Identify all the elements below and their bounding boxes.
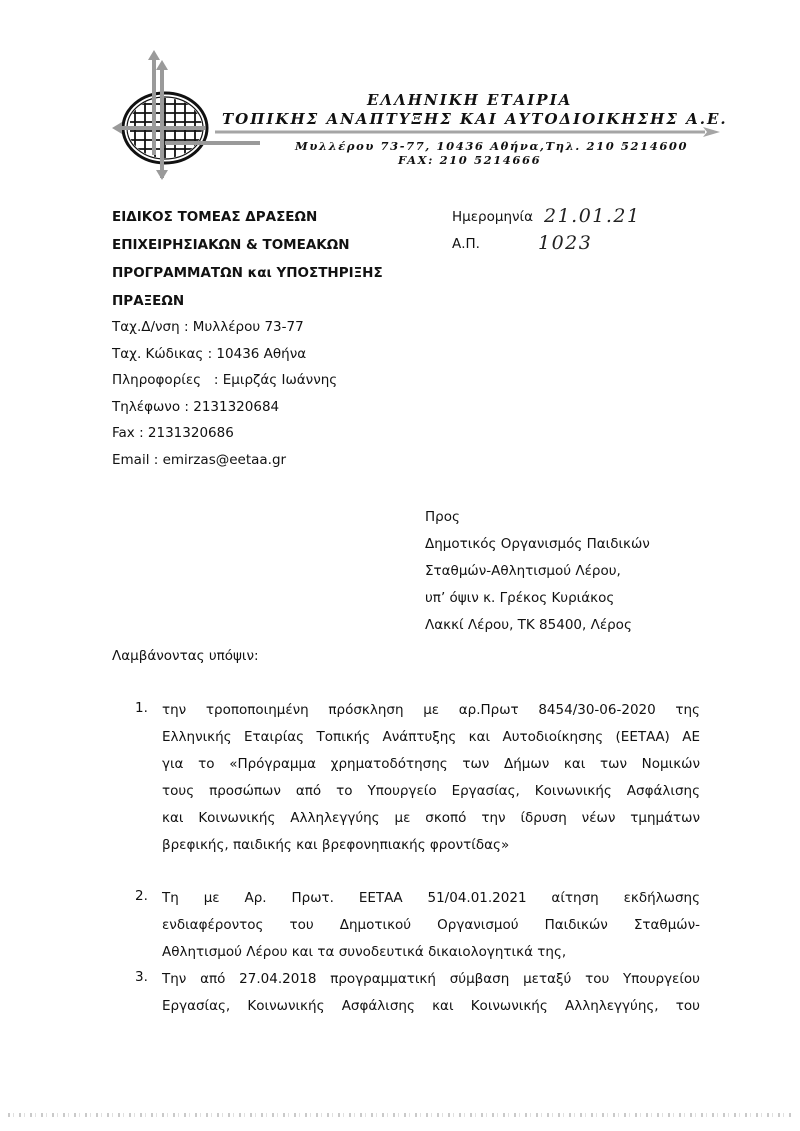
list-item-line: την τροποποιημένη πρόσκληση με αρ.Πρωτ 8454/30-06-2020 της <box>162 702 700 718</box>
list-item-line: Αθλητισμού Λέρου και τα συνοδευτικά δικαιολογητικά της, <box>162 944 567 960</box>
considerations-list <box>135 700 700 1029</box>
recipient-line: Λακκί Λέρου, ΤΚ 85400, Λέρος <box>425 617 632 633</box>
list-item-line: για το «Πρόγραμμα χρηματοδότησης των Δήμων και των Νομικών <box>162 756 700 772</box>
sender-email: Email : emirzas@eetaa.gr <box>112 451 287 468</box>
scan-noise-artifact <box>8 1113 792 1117</box>
list-item <box>135 969 700 1029</box>
recipient-line: υπ’ όψιν κ. Γρέκος Κυριάκος <box>425 590 615 606</box>
list-item-line: τους προσώπων από το Υπουργείο Εργασίας, Κοινωνικής Ασφάλισης <box>162 783 700 799</box>
sender-address: Ταχ.Δ/νση : Μυλλέρου 73-77 <box>112 319 304 335</box>
ref-handwritten: 1023 <box>538 232 593 254</box>
body-intro: Λαμβάνοντας υπόψιν: <box>112 648 259 664</box>
list-item-line: Ελληνικής Εταιρίας Τοπικής Ανάπτυξης και Αυτοδιοίκησης (ΕΕΤΑΑ) ΑΕ <box>162 729 700 745</box>
list-item-line: ενδιαφέροντος του Δημοτικού Οργανισμού Παιδικών Σταθμών- <box>162 917 700 933</box>
sender-contact-info <box>112 317 337 476</box>
sender-fax: Fax : 2131320686 <box>112 425 234 441</box>
recipient-line: Δημοτικός Οργανισμός Παιδικών <box>425 536 650 552</box>
department-line: ΕΠΙΧΕΙΡΗΣΙΑΚΩΝ & ΤΟΜΕΑΚΩΝ <box>112 237 350 253</box>
department-line: ΕΙΔΙΚΟΣ ΤΟΜΕΑΣ ΔΡΑΣΕΩΝ <box>112 209 318 225</box>
recipient-line: Σταθμών-Αθλητισμού Λέρου, <box>425 563 621 579</box>
org-fax: FAX: 210 5214666 <box>398 153 542 167</box>
list-item-line: Τη με Αρ. Πρωτ. ΕΕΤΑΑ 51/04.01.2021 αίτηση εκδήλωσης <box>162 890 700 906</box>
list-item-line: και Κοινωνικής Αλληλεγγύης με σκοπό την ίδρυση νέων τμημάτων <box>162 810 700 826</box>
list-item-line: Την από 27.04.2018 προγραμματική σύμβαση μεταξύ του Υπουργείου <box>162 971 700 987</box>
date-label: Ημερομηνία <box>452 209 534 225</box>
sender-postal-code: Ταχ. Κώδικας : 10436 Αθήνα <box>112 345 307 362</box>
list-item-number: 2. <box>135 888 148 904</box>
sender-contact-person: Πληροφορίες : Εμιρζάς Ιωάννης <box>112 372 338 388</box>
letterhead-arrow-icon <box>215 127 720 137</box>
sender-department <box>112 207 383 319</box>
date-handwritten: 21.01.21 <box>544 205 641 227</box>
recipient-block <box>425 507 650 642</box>
list-item-number: 1. <box>135 700 148 716</box>
list-item-line: βρεφικής, παιδικής και βρεφονηπιακής φροντίδας» <box>162 837 510 853</box>
list-item-line: Εργασίας, Κοινωνικής Ασφάλισης και Κοινωνικής Αλληλεγγύης, του <box>162 998 700 1014</box>
ref-label: Α.Π. <box>452 236 480 252</box>
to-label: Προς <box>425 509 460 525</box>
org-name-line2: ΤΟΠΙΚΗΣ ΑΝΑΠΤΥΞΗΣ ΚΑΙ ΑΥΤΟΔΙΟΙΚΗΣΗΣ Α.Ε. <box>222 110 728 128</box>
list-item-number: 3. <box>135 969 148 985</box>
list-item <box>135 888 700 969</box>
org-name-line1: ΕΛΛΗΝΙΚΗ ΕΤΑΙΡΙΑ <box>367 91 573 109</box>
department-line: ΠΡΑΞΕΩΝ <box>112 293 185 309</box>
org-address: Μυλλέρου 73-77, 10436 Αθήνα,Τηλ. 210 5214600 <box>295 139 689 153</box>
list-item <box>135 700 700 888</box>
sender-phone: Τηλέφωνο : 2131320684 <box>112 398 280 415</box>
department-line: ΠΡΟΓΡΑΜΜΑΤΩΝ και ΥΠΟΣΤΗΡΙΞΗΣ <box>112 265 383 281</box>
letterhead <box>0 0 800 190</box>
